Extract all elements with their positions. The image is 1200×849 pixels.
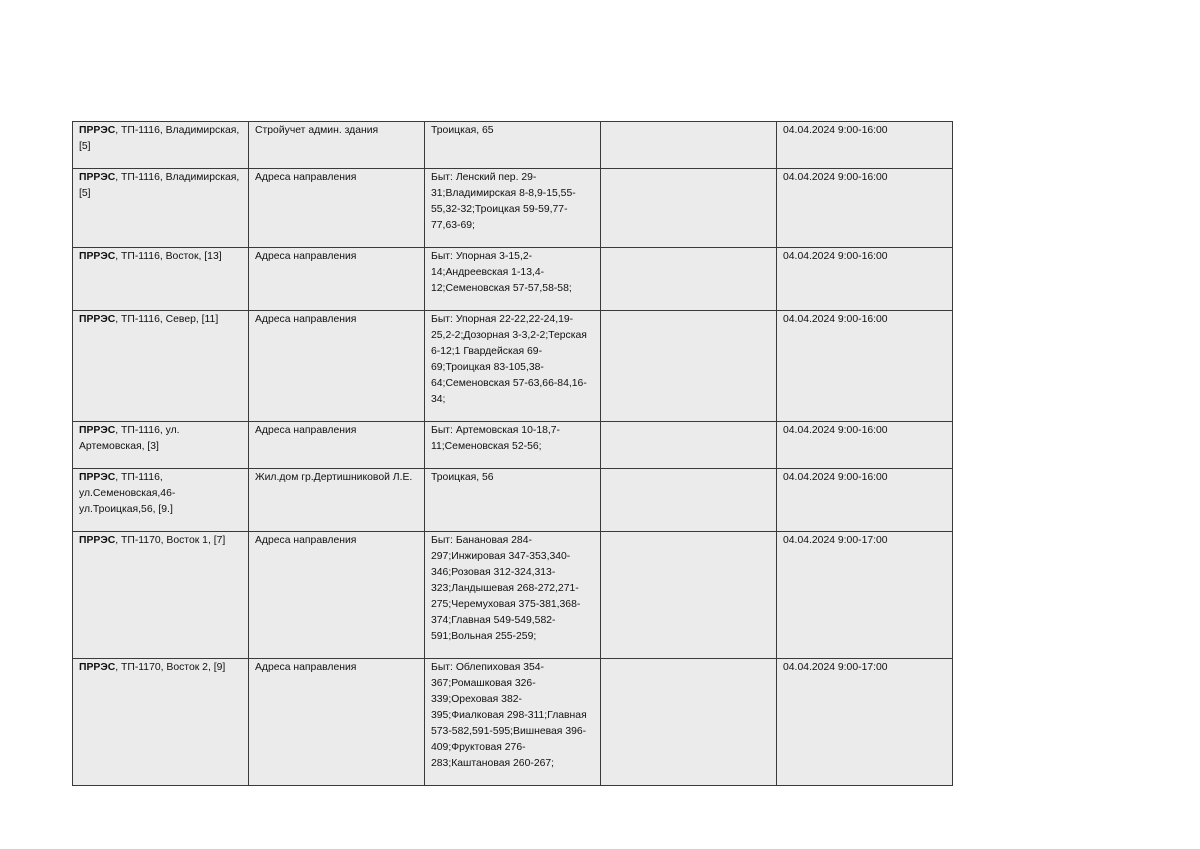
address-cell: Троицкая, 56 (425, 469, 601, 532)
consumer-cell: Адреса направления (249, 248, 425, 311)
table-row (73, 169, 953, 248)
table-row (73, 469, 953, 532)
table-row (73, 532, 953, 659)
empty-cell (601, 248, 777, 311)
substation-text: , ТП-1116, Восток, [13] (115, 251, 222, 262)
table-row (73, 311, 953, 422)
datetime-cell: 04.04.2024 9:00-16:00 (777, 422, 953, 469)
org-name: ПРРЭС (79, 172, 116, 183)
consumer-cell: Адреса направления (249, 311, 425, 422)
address-cell: Быт: Банановая 284-297;Инжировая 347-353,340-346;Розовая 312-324,313-323;Ландышевая 268-272,271-275;Черемуховая 375-381,368-374;Главная 549-549,582-591;Вольная 255-259; (425, 532, 601, 659)
substation-text: , ТП-1170, Восток 2, [9] (115, 662, 226, 673)
substation-text: , ТП-1116, ул. Артемовская, [3] (79, 425, 180, 452)
empty-cell (601, 659, 777, 786)
address-cell: Быт: Облепиховая 354-367;Ромашковая 326-339;Ореховая 382-395;Фиалковая 298-311;Главная 573-582,591-595;Вишневая 396-409;Фруктовая 276-283;Каштановая 260-267; (425, 659, 601, 786)
empty-cell (601, 122, 777, 169)
table-row (73, 422, 953, 469)
consumer-cell: Адреса направления (249, 532, 425, 659)
address-cell: Быт: Ленский пер. 29-31;Владимирская 8-8,9-15,55-55,32-32;Троицкая 59-59,77-77,63-69; (425, 169, 601, 248)
org-name: ПРРЭС (79, 251, 116, 262)
table-row (73, 659, 953, 786)
table-row (73, 122, 953, 169)
substation-cell (73, 532, 249, 659)
consumer-cell: Стройучет админ. здания (249, 122, 425, 169)
empty-cell (601, 169, 777, 248)
substation-cell (73, 469, 249, 532)
address-cell: Быт: Упорная 22-22,22-24,19-25,2-2;Дозорная 3-3,2-2;Терская 6-12;1 Гвардейская 69-69;Троицкая 83-105,38-64;Семеновская 57-63,66-84,16-34; (425, 311, 601, 422)
substation-text: , ТП-1116, ул.Семеновская,46-ул.Троицкая,56, [9.] (79, 472, 176, 515)
consumer-cell: Адреса направления (249, 169, 425, 248)
substation-text: , ТП-1116, Север, [11] (115, 314, 219, 325)
empty-cell (601, 532, 777, 659)
org-name: ПРРЭС (79, 662, 116, 673)
datetime-cell: 04.04.2024 9:00-17:00 (777, 659, 953, 786)
empty-cell (601, 422, 777, 469)
substation-cell (73, 311, 249, 422)
consumer-cell: Жил.дом гр.Дертишниковой Л.Е. (249, 469, 425, 532)
substation-cell (73, 122, 249, 169)
org-name: ПРРЭС (79, 535, 116, 546)
org-name: ПРРЭС (79, 125, 116, 136)
substation-text: , ТП-1116, Владимирская, [5] (79, 125, 240, 152)
empty-cell (601, 469, 777, 532)
substation-cell (73, 659, 249, 786)
substation-text: , ТП-1116, Владимирская, [5] (79, 172, 240, 199)
table-row (73, 248, 953, 311)
substation-cell (73, 422, 249, 469)
address-cell: Быт: Артемовская 10-18,7-11;Семеновская 52-56; (425, 422, 601, 469)
address-cell: Троицкая, 65 (425, 122, 601, 169)
substation-cell (73, 169, 249, 248)
datetime-cell: 04.04.2024 9:00-16:00 (777, 122, 953, 169)
org-name: ПРРЭС (79, 314, 116, 325)
datetime-cell: 04.04.2024 9:00-16:00 (777, 169, 953, 248)
outage-schedule-table (72, 121, 953, 786)
datetime-cell: 04.04.2024 9:00-16:00 (777, 469, 953, 532)
address-cell: Быт: Упорная 3-15,2-14;Андреевская 1-13,4-12;Семеновская 57-57,58-58; (425, 248, 601, 311)
datetime-cell: 04.04.2024 9:00-16:00 (777, 311, 953, 422)
substation-text: , ТП-1170, Восток 1, [7] (115, 535, 226, 546)
consumer-cell: Адреса направления (249, 422, 425, 469)
datetime-cell: 04.04.2024 9:00-16:00 (777, 248, 953, 311)
org-name: ПРРЭС (79, 472, 116, 483)
substation-cell (73, 248, 249, 311)
datetime-cell: 04.04.2024 9:00-17:00 (777, 532, 953, 659)
empty-cell (601, 311, 777, 422)
consumer-cell: Адреса направления (249, 659, 425, 786)
org-name: ПРРЭС (79, 425, 116, 436)
